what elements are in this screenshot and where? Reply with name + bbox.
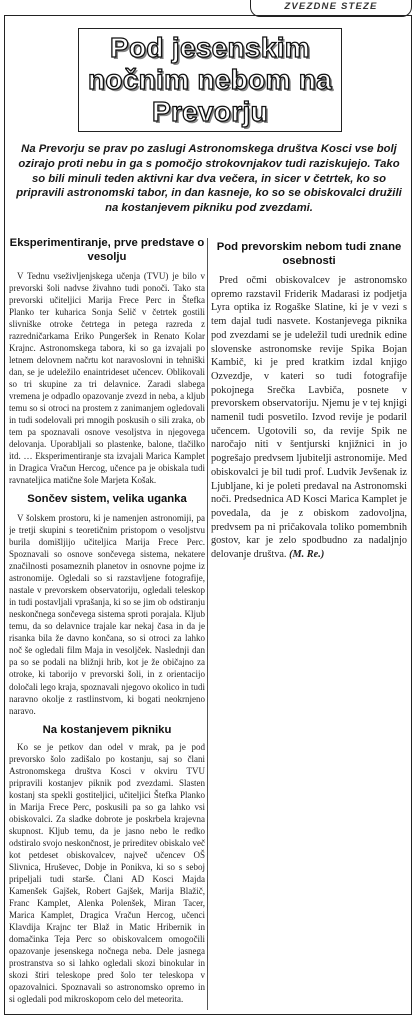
section-body-experimenting: V Tednu vseživljenjskega učenja (TVU) je bilo v prevorski šoli nadvse živahno tudi ponoči. Tako sta prevorski učiteljici Marija Frece Perc in Štefka Planko ter kuharica Sonja Selič v četrtek gostili slivniške otroke četrtega in petega razreda z razredničarkama Eriko Pungeršek in Renato Kolar Krajnc. Astronomskega tabora, ki so ga izvajali po letnem delovnem načrtu kot naravoslovni in tehniški dan, se je udeležilo enaintrideset učencev. Oblikovali so tri skupine za tri delavnice. Zaradi slabega vremena je odpadlo opazovanje zvezd in neba, a kljub temu so si otroci na prostem z zanimanjem ogledovali in tudi sodelovali pri mnogih poskusih o sili zraka, ob tem pa spoznavali osnove vesoljstva in njegovega delovanja. Uporabljali so plastenke, balone, tlačilko itd. … Eksperimentiranje sta izvajali Marica Kamplet in Dragica Vračun Hercog, učence pa je obiskala tudi ravnateljica matične šole Marjeta Košak. <box>9 271 205 486</box>
column-divider <box>207 238 208 1010</box>
author-signature: (M. Re.) <box>289 549 325 561</box>
section-heading-chestnut-picnic: Na kostanjevem pikniku <box>42 723 172 736</box>
article-title <box>88 32 332 128</box>
title-box <box>78 28 342 132</box>
section-heading-experimenting: Eksperimentiranje, prve predstave o vesolju <box>9 237 205 263</box>
section-body-chestnut-picnic: Ko se je petkov dan odel v mrak, pa je pod prevorsko šolo zadišalo po kostanju, saj so člani Astronomskega društva Kosci v okviru TVU pripravili kostanjev piknik pod zvezdami. Slasten kostanj sta spekli gostiteljici, učiteljici Štefka Planko in Marija Frece Perc, poskusili pa so ga lahko vsi obiskovalci. Za sladke dobrote je poskrbela krajevna skupnost. Kljub temu, da je jasno nebo le redko odstiralo svojo neskončnost, je prireditev obiskalo več kot petdeset obiskovalcev, največ učencev OŠ Slivnica, Hruševec, Dobje in Ponikva, ki so s seboj pripeljali tudi starše. Člani AD Kosci Majda Kamenšek Gajšek, Robert Gajšek, Marija Blažič, Franc Kamplet, Alenka Polenšek, Miran Tacer, Marica Kamplet, Dragica Vračun Hercog, učenci Klavdija Krajnc ter Blaž in Matic Hribernik in domačinka Teja Perc so obiskovalcem omogočili opazovanje jesenskega nočnega neba. Dele jasnega prostranstva so si lahko ogledali skozi binokular in skozi štiri teleskope pred šolo ter teleskopa v opazovalnici. Spoznavali so astronomsko opremo in si ogledali pod mikroskopom celo del meteorita. <box>9 741 205 1004</box>
section-rubric: ZVEZDNE STEZE <box>250 0 412 17</box>
section-heading-personalities: Pod prevorskim nebom tudi znane osebnosti <box>216 241 402 267</box>
section-heading-solar-system: Sončev sistem, velika uganka <box>27 493 187 506</box>
title-line-3: Prevorju <box>151 96 268 127</box>
section-body-personalities <box>211 274 407 562</box>
article-lead: Na Prevorju se prav po zaslugi Astronomskega društva Kosci vse bolj ozirajo proti nebu in ga s pomočjo strokovnjakov tudi raziskujejo. Tako so bili minuli teden aktivni kar dva večera, in sicer v četrtek, ko so pripravili astronomski tabor, in dan kasneje, ko so se obiskovalci družili na kostanjevem pikniku pod zvezdami. <box>16 143 402 215</box>
personalities-text: Pred očmi obiskovalcev je astronomsko opremo razstavil Friderik Madarasi iz podjetja Lyra optika iz Rogaške Slatine, ki je v vezi s tem dajal tudi nasvete. Kostanjevega piknika pod zvezdami se je udeležil tudi urednik edine slovenske astronomske revije Spika Bojan Kambič, ki je pred kratkim izdal knjigo Ozvezdje, v kateri so tudi fotografije pokojnega Srečka Lavbiča, posnete v prevorskem observatoriju. Njemu je v tej knjigi namenil tudi posvetilo. Izvod revije je podaril učencem. Ugotovili so, da revije Spik ne naročajo niti v šentjurski knjižnici in jo pogrešajo predvsem ljubitelji astronomije. Med obiskovalci je bil tudi prof. Ludvik Jevšenak iz Ljubljane, ki je poleti predaval na Astronomski noči. Predsednica AD Kosci Marica Kamplet je povedala, da je z obiskom zadovoljna, predvsem pa ni pričakovala toliko pomembnih gostov, kar je zelo spodbudno za nadaljnjo delovanje društva. <box>211 275 407 561</box>
section-body-solar-system: V šolskem prostoru, ki je namenjen astronomiji, pa je tretji skupini s teoretičnim pristopom o vesoljstvu burila domišljijo učiteljica Marija Frece Perc. Spoznavali so osnove sončevega sistema, nekatere značilnosti posameznih planetov in osnovne pojme iz astronomije. Ogledali so si razstavljene fotografije, nastale v prevorskem observatoriju, ogledali teleskop in tudi postavljali vprašanja, ki so se jim ob odstiranju neskončnega sončevega sistema sproti porajala. Kljub temu, da so delavnice trajale kar nekaj časa in da je risanka bila že davno končana, so si otroci za lahko noč še ogledali film Maja in vesoljček. Naslednji dan pa so se podali na bližnji hrib, kot je že običajno za otroke, ki taborijo v prevorski šoli, in z orientacijo določali lego kraja, spoznavali njegovo okolico in tudi naravno okolje z rastlinstvom, ki bogati neokrnjeno naravo. <box>9 513 205 716</box>
title-line-2: nočnim nebom na <box>87 64 333 95</box>
column-left <box>9 236 205 1012</box>
column-right <box>211 236 407 1012</box>
title-line-1: Pod jesenskim <box>110 32 310 63</box>
